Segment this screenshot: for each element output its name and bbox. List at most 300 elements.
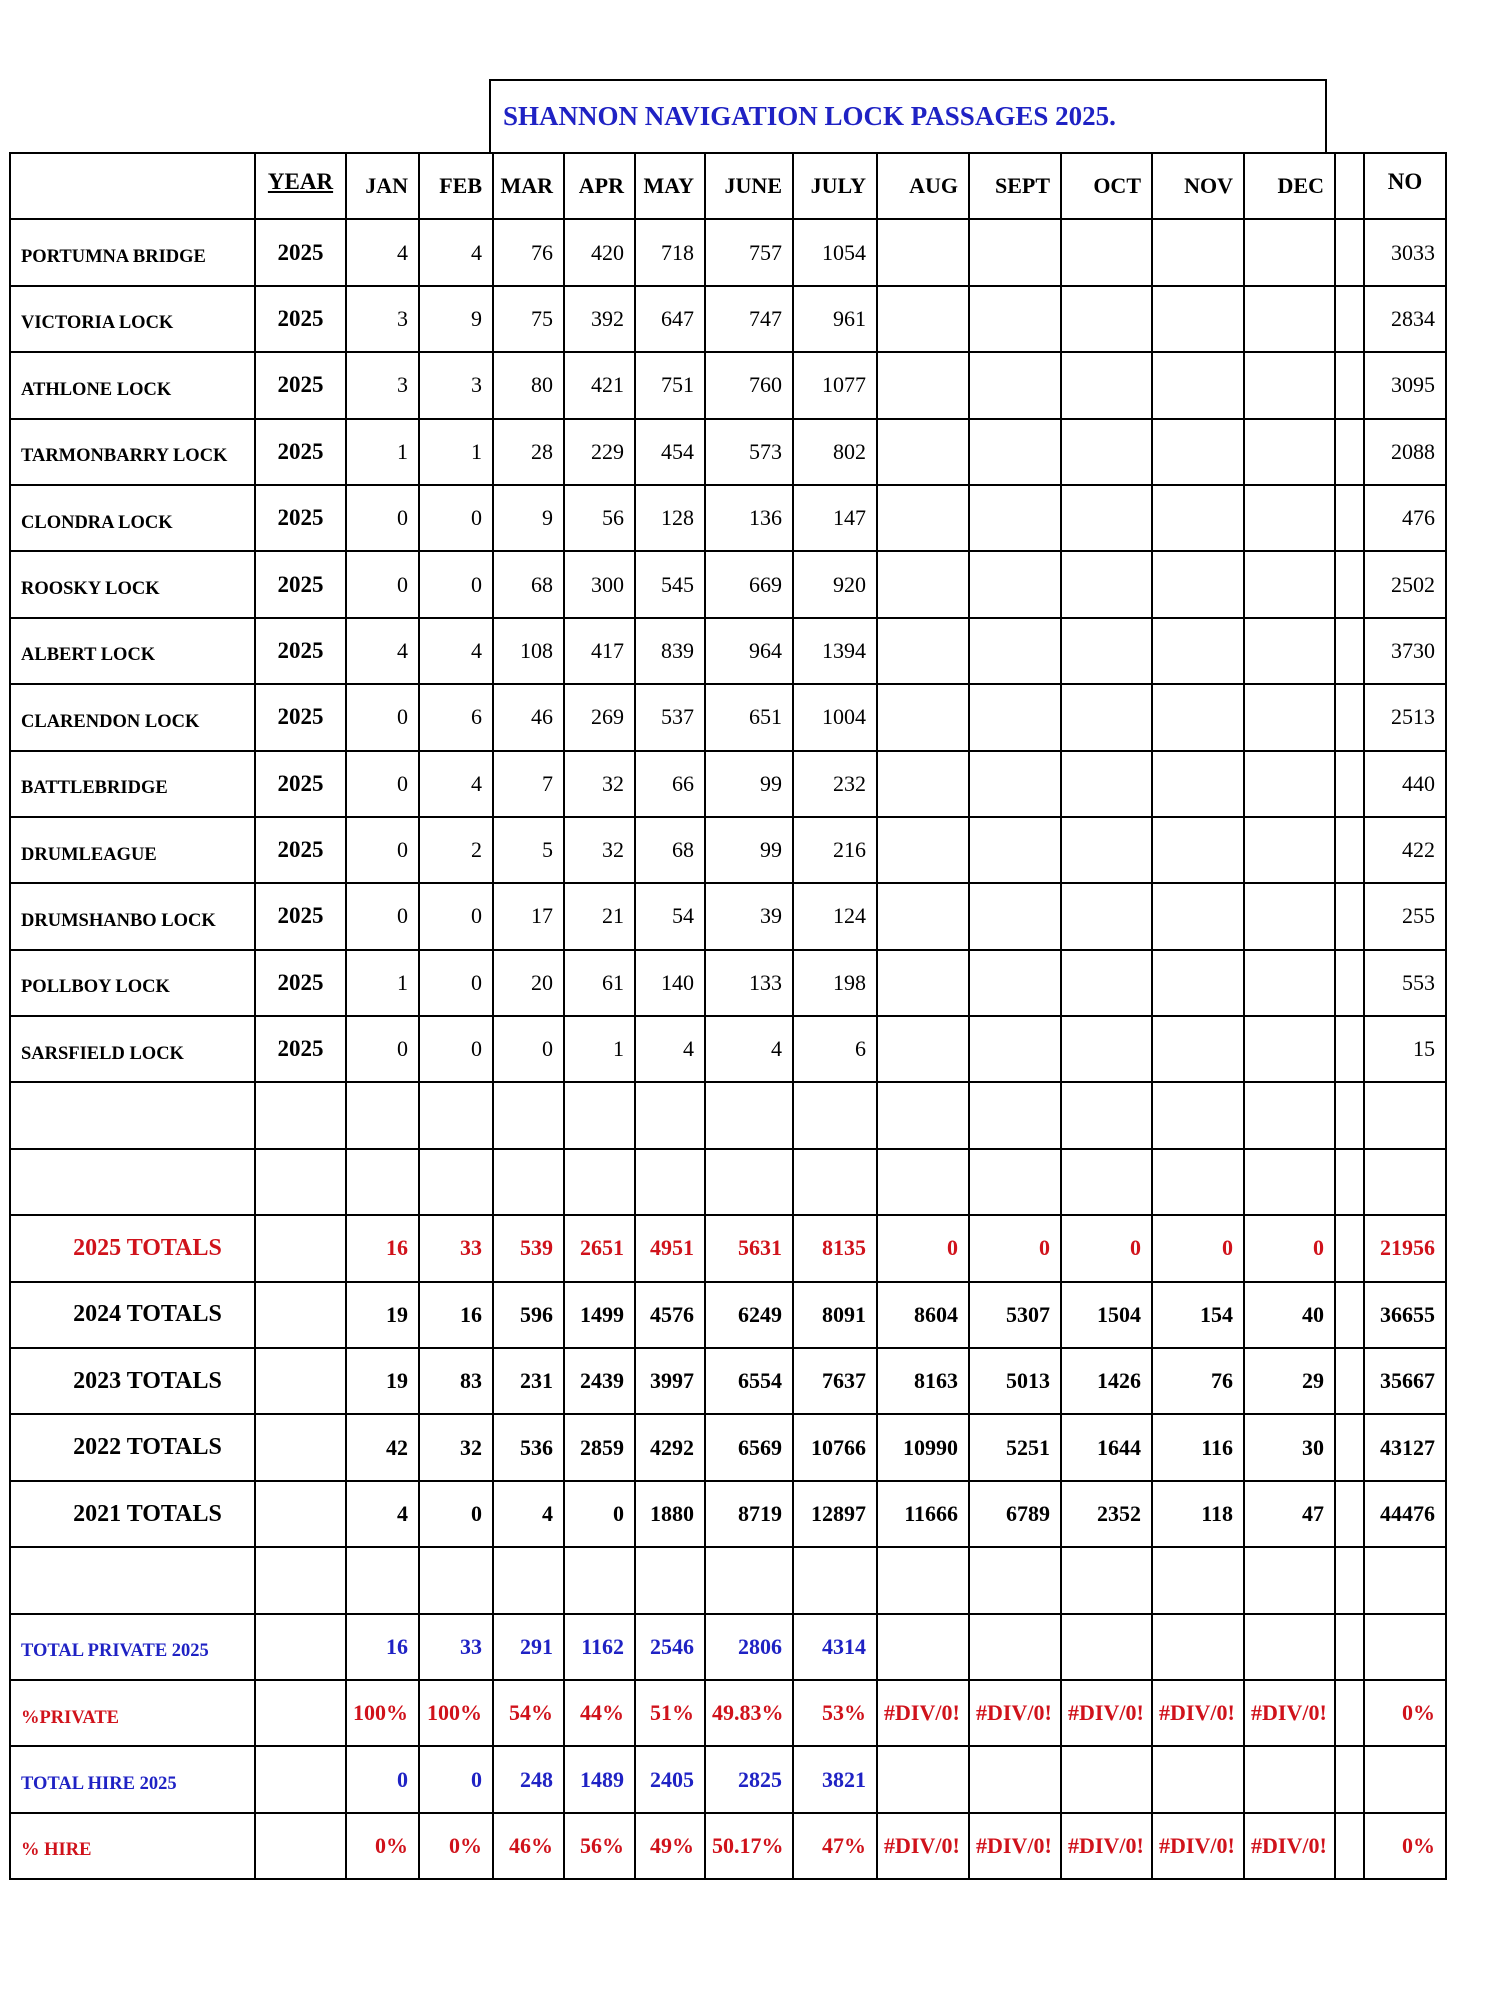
separator-cell — [1335, 883, 1364, 949]
value-cell: 5251 — [969, 1414, 1061, 1480]
header-year: YEAR — [255, 153, 346, 219]
value-cell — [1152, 1016, 1244, 1082]
value-cell — [1152, 419, 1244, 485]
value-cell — [1244, 1547, 1335, 1613]
value-cell: 421 — [564, 352, 635, 418]
value-cell — [1061, 419, 1152, 485]
lock-row — [10, 817, 1446, 883]
total-no-cell: 44476 — [1364, 1481, 1446, 1547]
value-cell: 964 — [705, 618, 793, 684]
value-cell: 46 — [493, 684, 564, 750]
row-label: % HIRE — [10, 1813, 255, 1879]
value-cell: 40 — [1244, 1282, 1335, 1348]
value-cell — [705, 1149, 793, 1215]
value-cell: 2 — [419, 817, 493, 883]
value-cell — [1244, 1614, 1335, 1680]
value-cell: 28 — [493, 419, 564, 485]
value-cell: 30 — [1244, 1414, 1335, 1480]
total-no-cell: 3730 — [1364, 618, 1446, 684]
value-cell: 0 — [564, 1481, 635, 1547]
value-cell: 99 — [705, 817, 793, 883]
value-cell — [493, 1082, 564, 1148]
value-cell — [1152, 950, 1244, 1016]
lock-row — [10, 1016, 1446, 1082]
year-cell — [255, 1149, 346, 1215]
value-cell: 32 — [564, 817, 635, 883]
row-label: TOTAL PRIVATE 2025 — [10, 1614, 255, 1680]
value-cell: 757 — [705, 219, 793, 285]
value-cell: 1489 — [564, 1746, 635, 1812]
value-cell: 0 — [346, 1746, 419, 1812]
value-cell — [346, 1149, 419, 1215]
value-cell — [969, 419, 1061, 485]
row-label: TARMONBARRY LOCK — [10, 419, 255, 485]
value-cell — [1061, 751, 1152, 817]
value-cell: 61 — [564, 950, 635, 1016]
blank-row — [10, 1149, 1446, 1215]
year-cell: 2025 — [255, 219, 346, 285]
lock-passages-table — [9, 152, 1447, 1880]
value-cell — [969, 751, 1061, 817]
total-no-cell — [1364, 1082, 1446, 1148]
value-cell — [969, 485, 1061, 551]
value-cell: 1426 — [1061, 1348, 1152, 1414]
totals-row — [10, 1481, 1446, 1547]
value-cell — [705, 1547, 793, 1613]
blank-row — [10, 1082, 1446, 1148]
value-cell: 3 — [346, 286, 419, 352]
separator-cell — [1335, 1016, 1364, 1082]
value-cell — [493, 1149, 564, 1215]
value-cell — [1244, 219, 1335, 285]
value-cell: 0 — [419, 551, 493, 617]
value-cell: 0 — [346, 1016, 419, 1082]
value-cell — [1244, 352, 1335, 418]
row-label: SARSFIELD LOCK — [10, 1016, 255, 1082]
value-cell: 39 — [705, 883, 793, 949]
value-cell: 100% — [346, 1680, 419, 1746]
value-cell — [877, 618, 969, 684]
value-cell: 0 — [419, 485, 493, 551]
value-cell — [969, 618, 1061, 684]
value-cell: 49.83% — [705, 1680, 793, 1746]
total-no-cell: 3033 — [1364, 219, 1446, 285]
value-cell: 0 — [419, 950, 493, 1016]
value-cell — [419, 1149, 493, 1215]
value-cell — [1244, 751, 1335, 817]
totals-row — [10, 1414, 1446, 1480]
value-cell: 747 — [705, 286, 793, 352]
value-cell: 3 — [346, 352, 419, 418]
value-cell: 16 — [346, 1614, 419, 1680]
separator-cell — [1335, 817, 1364, 883]
value-cell — [969, 684, 1061, 750]
value-cell: 216 — [793, 817, 877, 883]
year-cell: 2025 — [255, 618, 346, 684]
value-cell: 839 — [635, 618, 705, 684]
value-cell: 4 — [346, 219, 419, 285]
value-cell — [1152, 352, 1244, 418]
value-cell: 83 — [419, 1348, 493, 1414]
year-cell: 2025 — [255, 950, 346, 1016]
separator-cell — [1335, 1215, 1364, 1281]
value-cell: 539 — [493, 1215, 564, 1281]
separator-cell — [1335, 618, 1364, 684]
row-label: CLARENDON LOCK — [10, 684, 255, 750]
value-cell: 47 — [1244, 1481, 1335, 1547]
value-cell: 133 — [705, 950, 793, 1016]
value-cell: 19 — [346, 1282, 419, 1348]
value-cell: 68 — [635, 817, 705, 883]
value-cell: 4 — [635, 1016, 705, 1082]
value-cell — [877, 551, 969, 617]
value-cell: 647 — [635, 286, 705, 352]
header-month: OCT — [1061, 153, 1152, 219]
row-label: POLLBOY LOCK — [10, 950, 255, 1016]
value-cell: 0% — [346, 1813, 419, 1879]
value-cell: 7637 — [793, 1348, 877, 1414]
year-cell: 2025 — [255, 551, 346, 617]
value-cell: 75 — [493, 286, 564, 352]
value-cell — [1061, 684, 1152, 750]
summary-row — [10, 1813, 1446, 1879]
year-cell: 2025 — [255, 352, 346, 418]
value-cell — [1244, 618, 1335, 684]
value-cell: 136 — [705, 485, 793, 551]
value-cell: 1077 — [793, 352, 877, 418]
header-month: NOV — [1152, 153, 1244, 219]
value-cell — [419, 1082, 493, 1148]
summary-row — [10, 1746, 1446, 1812]
value-cell — [877, 950, 969, 1016]
value-cell: 154 — [1152, 1282, 1244, 1348]
value-cell: #DIV/0! — [1152, 1680, 1244, 1746]
row-label: 2021 TOTALS — [10, 1481, 255, 1547]
separator-cell — [1335, 551, 1364, 617]
value-cell: 5013 — [969, 1348, 1061, 1414]
value-cell: 1644 — [1061, 1414, 1152, 1480]
value-cell — [1152, 618, 1244, 684]
value-cell: 0 — [419, 883, 493, 949]
value-cell: 0 — [346, 684, 419, 750]
value-cell — [1061, 618, 1152, 684]
value-cell — [969, 1614, 1061, 1680]
total-no-cell: 0% — [1364, 1813, 1446, 1879]
value-cell: 1004 — [793, 684, 877, 750]
row-label: DRUMSHANBO LOCK — [10, 883, 255, 949]
value-cell: 0 — [493, 1016, 564, 1082]
value-cell: 4 — [419, 751, 493, 817]
separator-cell — [1335, 485, 1364, 551]
value-cell: 417 — [564, 618, 635, 684]
value-cell: 5 — [493, 817, 564, 883]
row-label — [10, 1547, 255, 1613]
row-label: 2023 TOTALS — [10, 1348, 255, 1414]
value-cell: 1162 — [564, 1614, 635, 1680]
value-cell: 8719 — [705, 1481, 793, 1547]
value-cell — [564, 1547, 635, 1613]
title-box — [489, 79, 1327, 152]
header-month: DEC — [1244, 153, 1335, 219]
year-cell: 2025 — [255, 751, 346, 817]
total-no-cell — [1364, 1614, 1446, 1680]
separator-cell — [1335, 419, 1364, 485]
value-cell: #DIV/0! — [969, 1813, 1061, 1879]
total-no-cell: 2502 — [1364, 551, 1446, 617]
value-cell: #DIV/0! — [969, 1680, 1061, 1746]
value-cell — [346, 1547, 419, 1613]
year-cell — [255, 1746, 346, 1812]
summary-row — [10, 1614, 1446, 1680]
separator-cell — [1335, 684, 1364, 750]
value-cell — [1061, 883, 1152, 949]
row-label: ROOSKY LOCK — [10, 551, 255, 617]
value-cell: 51% — [635, 1680, 705, 1746]
value-cell: #DIV/0! — [1244, 1813, 1335, 1879]
year-cell: 2025 — [255, 684, 346, 750]
value-cell — [877, 352, 969, 418]
value-cell — [1244, 950, 1335, 1016]
year-cell — [255, 1614, 346, 1680]
value-cell — [877, 1082, 969, 1148]
value-cell — [969, 950, 1061, 1016]
value-cell: 0% — [419, 1813, 493, 1879]
value-cell — [1244, 1016, 1335, 1082]
value-cell: 0 — [346, 551, 419, 617]
value-cell: 4576 — [635, 1282, 705, 1348]
value-cell — [1152, 1547, 1244, 1613]
separator-cell — [1335, 1813, 1364, 1879]
header-month: MAR — [493, 153, 564, 219]
value-cell — [969, 1547, 1061, 1613]
value-cell: #DIV/0! — [1061, 1680, 1152, 1746]
separator-cell — [1335, 1414, 1364, 1480]
value-cell: 16 — [346, 1215, 419, 1281]
total-no-cell — [1364, 1149, 1446, 1215]
value-cell — [1244, 1082, 1335, 1148]
value-cell: 128 — [635, 485, 705, 551]
value-cell — [346, 1082, 419, 1148]
value-cell — [877, 684, 969, 750]
value-cell: 49% — [635, 1813, 705, 1879]
value-cell: 300 — [564, 551, 635, 617]
value-cell — [793, 1149, 877, 1215]
value-cell: 140 — [635, 950, 705, 1016]
total-no-cell: 15 — [1364, 1016, 1446, 1082]
value-cell — [969, 1149, 1061, 1215]
value-cell — [1061, 950, 1152, 1016]
value-cell: 0 — [1244, 1215, 1335, 1281]
total-no-cell — [1364, 1547, 1446, 1613]
value-cell: 269 — [564, 684, 635, 750]
value-cell — [1061, 817, 1152, 883]
year-cell — [255, 1215, 346, 1281]
value-cell: 53% — [793, 1680, 877, 1746]
value-cell — [969, 551, 1061, 617]
row-label: 2022 TOTALS — [10, 1414, 255, 1480]
value-cell: 0 — [419, 1016, 493, 1082]
value-cell — [1244, 286, 1335, 352]
header-no: NO — [1364, 153, 1446, 219]
year-cell — [255, 1547, 346, 1613]
total-no-cell: 2513 — [1364, 684, 1446, 750]
value-cell — [419, 1547, 493, 1613]
year-cell: 2025 — [255, 883, 346, 949]
value-cell — [1244, 419, 1335, 485]
value-cell — [969, 1082, 1061, 1148]
value-cell: 0 — [346, 485, 419, 551]
value-cell: 54% — [493, 1680, 564, 1746]
separator-cell — [1335, 1082, 1364, 1148]
value-cell — [1061, 1547, 1152, 1613]
value-cell: 1394 — [793, 618, 877, 684]
value-cell: 2405 — [635, 1746, 705, 1812]
separator-cell — [1335, 153, 1364, 219]
value-cell: 537 — [635, 684, 705, 750]
value-cell — [705, 1082, 793, 1148]
header-month: APR — [564, 153, 635, 219]
separator-cell — [1335, 950, 1364, 1016]
total-no-cell: 36655 — [1364, 1282, 1446, 1348]
total-no-cell: 0% — [1364, 1680, 1446, 1746]
value-cell — [877, 1016, 969, 1082]
value-cell: 6 — [793, 1016, 877, 1082]
value-cell: 232 — [793, 751, 877, 817]
lock-row — [10, 551, 1446, 617]
value-cell: 1 — [419, 419, 493, 485]
lock-row — [10, 485, 1446, 551]
value-cell: 44% — [564, 1680, 635, 1746]
value-cell: 2825 — [705, 1746, 793, 1812]
value-cell — [877, 1614, 969, 1680]
value-cell: #DIV/0! — [1152, 1813, 1244, 1879]
value-cell — [877, 1746, 969, 1812]
value-cell: 10990 — [877, 1414, 969, 1480]
value-cell: 6789 — [969, 1481, 1061, 1547]
page-title: SHANNON NAVIGATION LOCK PASSAGES 2025. — [503, 101, 1116, 131]
value-cell: 33 — [419, 1614, 493, 1680]
separator-cell — [1335, 1547, 1364, 1613]
value-cell — [1152, 883, 1244, 949]
value-cell: 2806 — [705, 1614, 793, 1680]
lock-row — [10, 286, 1446, 352]
header-month: MAY — [635, 153, 705, 219]
value-cell: 229 — [564, 419, 635, 485]
blank-row — [10, 1547, 1446, 1613]
separator-cell — [1335, 1481, 1364, 1547]
value-cell: 2352 — [1061, 1481, 1152, 1547]
value-cell — [1152, 1614, 1244, 1680]
year-cell — [255, 1348, 346, 1414]
value-cell: 6 — [419, 684, 493, 750]
value-cell — [635, 1082, 705, 1148]
value-cell: 536 — [493, 1414, 564, 1480]
value-cell: 99 — [705, 751, 793, 817]
value-cell: 11666 — [877, 1481, 969, 1547]
value-cell: 0 — [1061, 1215, 1152, 1281]
totals-row — [10, 1282, 1446, 1348]
value-cell: 56% — [564, 1813, 635, 1879]
value-cell: 545 — [635, 551, 705, 617]
row-label: VICTORIA LOCK — [10, 286, 255, 352]
value-cell: 16 — [419, 1282, 493, 1348]
value-cell — [877, 751, 969, 817]
separator-cell — [1335, 1149, 1364, 1215]
total-no-cell: 476 — [1364, 485, 1446, 551]
value-cell: 3 — [419, 352, 493, 418]
row-label: TOTAL HIRE 2025 — [10, 1746, 255, 1812]
value-cell: 1504 — [1061, 1282, 1152, 1348]
value-cell — [1061, 1149, 1152, 1215]
total-no-cell: 255 — [1364, 883, 1446, 949]
value-cell — [969, 817, 1061, 883]
value-cell: 0 — [346, 883, 419, 949]
value-cell — [1152, 1746, 1244, 1812]
value-cell: 8163 — [877, 1348, 969, 1414]
value-cell — [635, 1547, 705, 1613]
header-month: FEB — [419, 153, 493, 219]
header-blank — [10, 153, 255, 219]
value-cell — [1152, 751, 1244, 817]
value-cell — [969, 883, 1061, 949]
value-cell: 1 — [564, 1016, 635, 1082]
row-label: PORTUMNA BRIDGE — [10, 219, 255, 285]
row-label: 2024 TOTALS — [10, 1282, 255, 1348]
value-cell: 669 — [705, 551, 793, 617]
value-cell: 248 — [493, 1746, 564, 1812]
value-cell: #DIV/0! — [1061, 1813, 1152, 1879]
value-cell: 80 — [493, 352, 564, 418]
value-cell: 56 — [564, 485, 635, 551]
value-cell — [969, 286, 1061, 352]
year-cell: 2025 — [255, 286, 346, 352]
value-cell — [1152, 286, 1244, 352]
value-cell: 231 — [493, 1348, 564, 1414]
lock-row — [10, 950, 1446, 1016]
value-cell: 19 — [346, 1348, 419, 1414]
value-cell — [1061, 1082, 1152, 1148]
value-cell: 0 — [346, 751, 419, 817]
value-cell — [877, 1547, 969, 1613]
row-label — [10, 1082, 255, 1148]
year-cell: 2025 — [255, 1016, 346, 1082]
row-label: BATTLEBRIDGE — [10, 751, 255, 817]
value-cell — [1152, 485, 1244, 551]
total-no-cell: 35667 — [1364, 1348, 1446, 1414]
lock-row — [10, 751, 1446, 817]
value-cell: 118 — [1152, 1481, 1244, 1547]
value-cell: 760 — [705, 352, 793, 418]
value-cell: 42 — [346, 1414, 419, 1480]
value-cell: 0 — [969, 1215, 1061, 1281]
value-cell: 1 — [346, 950, 419, 1016]
total-no-cell: 422 — [1364, 817, 1446, 883]
value-cell — [969, 352, 1061, 418]
value-cell: 8135 — [793, 1215, 877, 1281]
value-cell: 718 — [635, 219, 705, 285]
value-cell: #DIV/0! — [877, 1813, 969, 1879]
year-cell: 2025 — [255, 419, 346, 485]
value-cell: 5307 — [969, 1282, 1061, 1348]
value-cell — [1061, 219, 1152, 285]
value-cell: 0 — [419, 1746, 493, 1812]
total-no-cell: 43127 — [1364, 1414, 1446, 1480]
total-no-cell: 21956 — [1364, 1215, 1446, 1281]
year-cell — [255, 1282, 346, 1348]
value-cell — [1061, 1016, 1152, 1082]
total-no-cell: 440 — [1364, 751, 1446, 817]
year-cell — [255, 1813, 346, 1879]
